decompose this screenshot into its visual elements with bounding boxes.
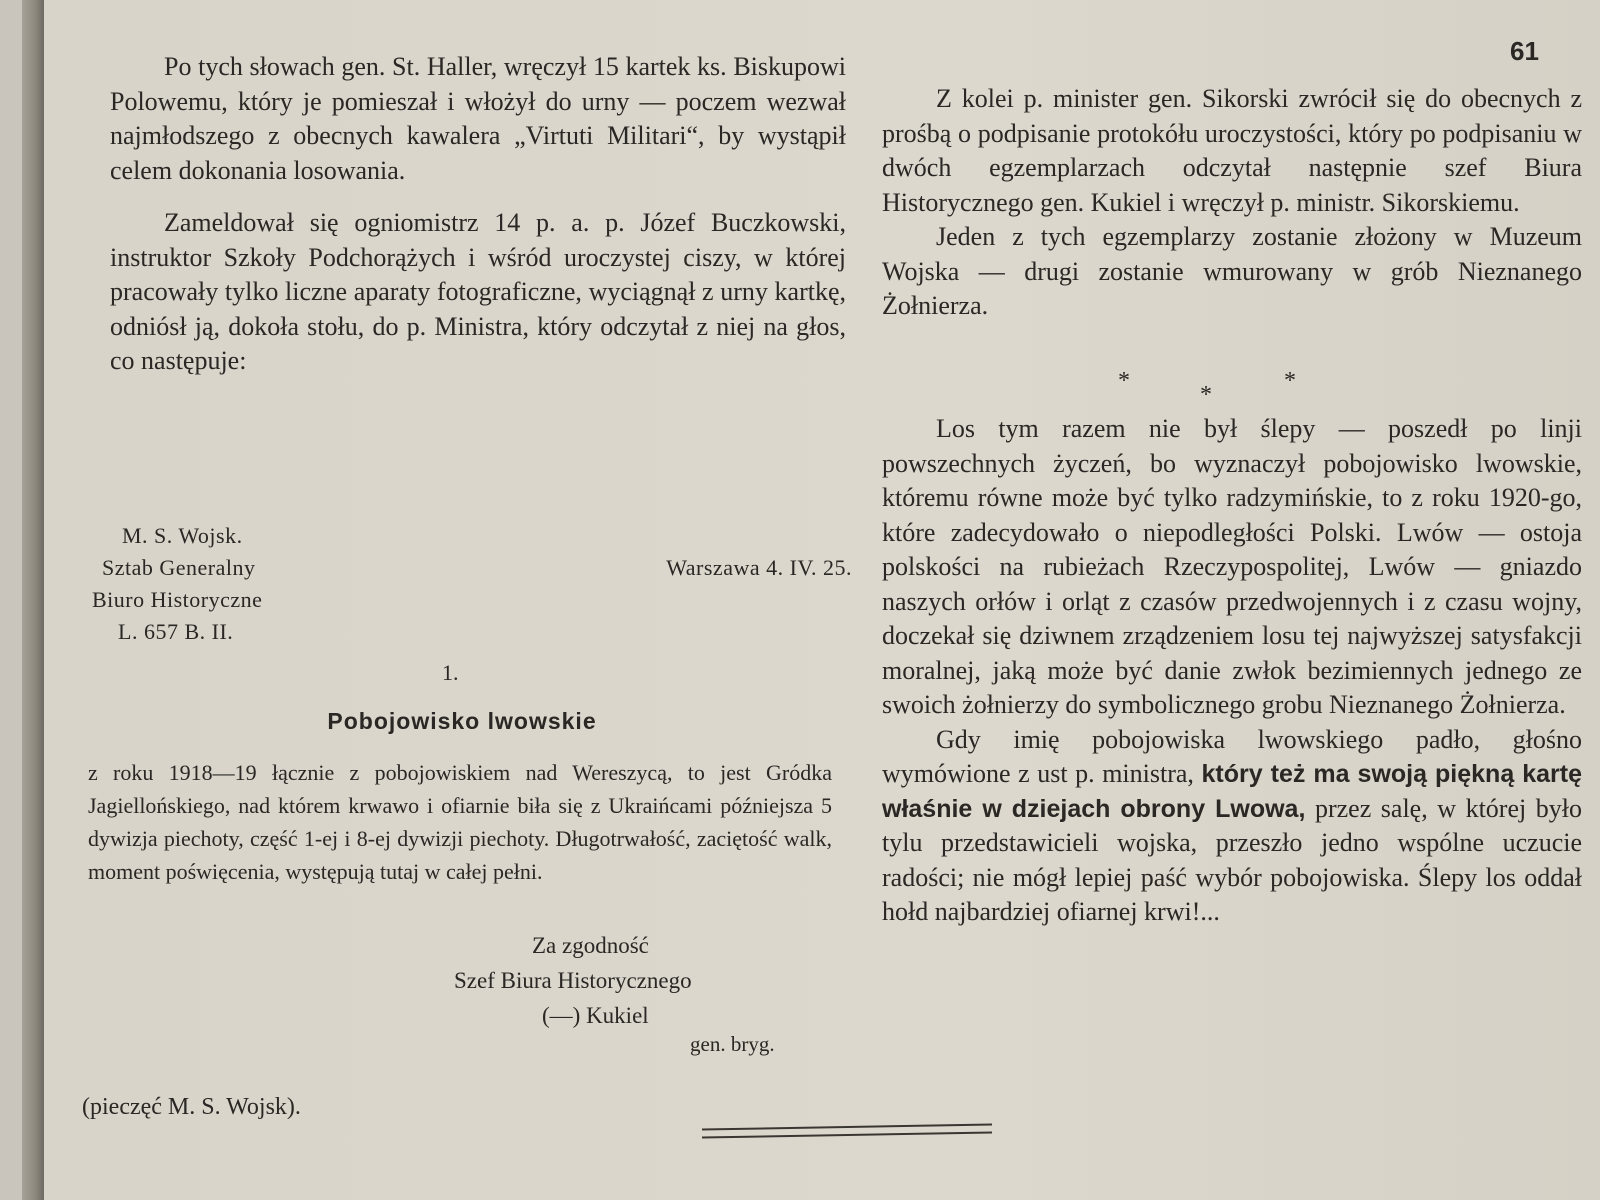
paragraph-gdy-imie-end: przez salę, w której było tylu przedstawicieli wojska, przeszło jedno wspólne uczucie radości; nie mógł lepiej paść wybór pobojowiska. Ślepy los oddał hołd najbardziej ofiarnej krwi!... [882, 793, 1582, 926]
paragraph-egzemplarze: Jeden z tych egzemplarzy zostanie złożony w Muzeum Wojska — drugi zostanie wmurowany w grób Nieznanego Żołnierza. [882, 222, 1582, 320]
star-glyph: * [1200, 382, 1212, 408]
paragraph-gdy-imie-start: Gdy imię pobojowiska lwowskiego padło, głośno wymówione z ust p. ministra, [882, 724, 1582, 788]
book-page [22, 0, 1600, 1200]
header-line: L. 657 B. II. [118, 619, 234, 644]
paragraph-haller: Po tych słowach gen. St. Haller, wręczył 15 kartek ks. Biskupowi Polowemu, który je pomieszał i włożył do urny — poczem wezwał najmłodszego z obecnych kawalera „Virtuti Militari“, by wystąpił celem dokonania losowania. [110, 52, 846, 185]
signature-line: gen. bryg. [690, 1032, 775, 1056]
bottom-rule [702, 1131, 992, 1138]
document-header [92, 520, 852, 648]
paragraph-gdy-imie-bold: który też ma swoją piękną kartę właśnie w dziejach obrony Lwowa, [882, 760, 1583, 823]
section-title: Pobojowisko lwowskie [327, 708, 597, 734]
paragraph-los: Los tym razem nie był ślepy — poszedł po linji powszechnych życzeń, bo wyznaczył pobojowisko lwowskie, któremu równe może być tylko radzymińskie, to z roku 1920-go, które zadecydowało o niepodległości Polski. Lwów — ostoja polskości na rubieżach Rzeczypospolitej, Lwów — gniazdo naszych orłów i orląt z czasów przedwojennych i z czasu wojny, doczekał się dziwnem zrządzeniem losu tej najwyższej satysfakcji moralnej, jaką może być danie zwłok bezimiennych jednego ze swoich żołnierzy do symbolicznego grobu Nieznanego Żołnierza. [882, 414, 1582, 719]
section-number: 1. [442, 660, 459, 685]
section-body [88, 756, 832, 888]
book-gutter [22, 0, 44, 1200]
paragraph-gdy-imie [882, 723, 1582, 930]
signature-line: (—) Kukiel [542, 1003, 649, 1028]
paragraph-buczkowski: Zameldował się ogniomistrz 14 p. a. p. Józef Buczkowski, instruktor Szkoły Podchorążych i wśród uroczystej ciszy, w której pracowały tylko liczne aparaty fotograficzne, wyciągnął z urny kartkę, odniósł ją, dokoła stołu, do p. Ministra, który odczytał z niej na głos, co następuje: [110, 208, 846, 375]
right-column-top [882, 82, 1582, 324]
star-glyph: * [1118, 368, 1130, 394]
right-column-bottom [882, 412, 1582, 930]
document-date: Warszawa 4. IV. 25. [666, 555, 852, 580]
bottom-rule [702, 1123, 992, 1130]
header-line: M. S. Wojsk. [122, 523, 243, 548]
signature-line: Za zgodność [532, 933, 649, 958]
seal-note: (pieczęć M. S. Wojsk). [82, 1094, 301, 1120]
header-line: Sztab Generalny [102, 555, 256, 580]
page-number: 61 [1510, 36, 1539, 66]
left-column [110, 50, 846, 379]
star-glyph: * [1284, 368, 1296, 394]
header-line: Biuro Historyczne [92, 587, 263, 612]
signature-line: Szef Biura Historycznego [454, 968, 692, 993]
section-divider-stars [1102, 368, 1302, 408]
section-body-text: z roku 1918—19 łącznie z pobojowiskiem nad Wereszycą, to jest Gródka Jagiellońskiego, nad którem krwawo i ofiarnie biła się z Ukraińcami późniejsza 5 dywizja piechoty, część 1-ej i 8-ej dywizji piechoty. Długotrwałość, zaciętość walk, moment poświęcenia, występują tutaj w całej pełni. [88, 760, 832, 884]
paragraph-sikorski: Z kolei p. minister gen. Sikorski zwrócił się do obecnych z prośbą o podpisanie protokółu uroczystości, który po podpisaniu w dwóch egzemplarzach odczytał następnie szef Biura Historycznego gen. Kukiel i wręczył p. ministr. Sikorskiemu. [882, 84, 1582, 217]
